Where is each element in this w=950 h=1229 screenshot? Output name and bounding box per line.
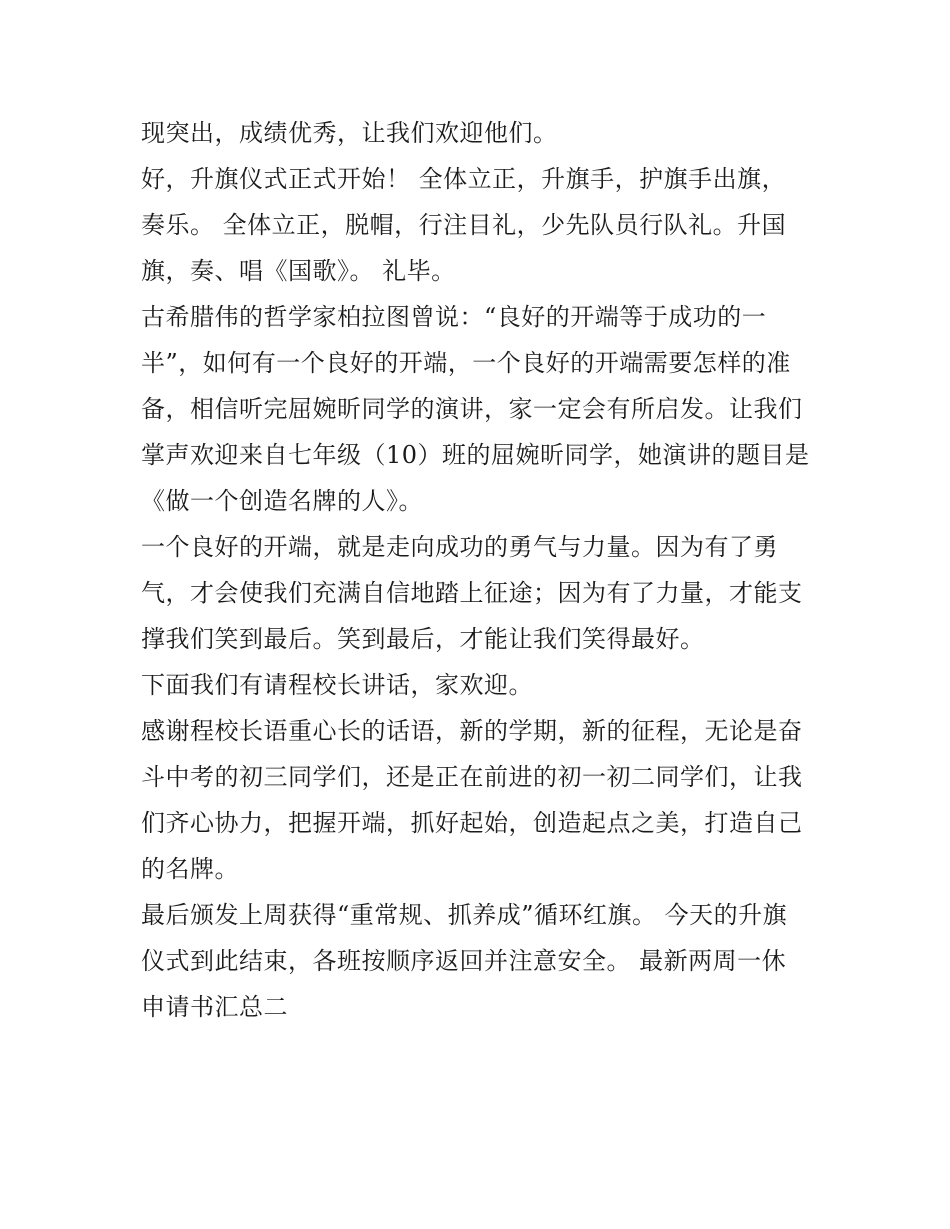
text-line: 掌声欢迎来自七年级（10）班的屈婉昕同学，她演讲的题目是 — [141, 441, 810, 469]
text-line: 气，才会使我们充满自信地踏上征途；因为有了力量，才能支 — [141, 579, 803, 607]
text-line: 申请书汇总二 — [141, 993, 288, 1021]
text-line: 好，升旗仪式正式开始！ 全体立正，升旗手，护旗手出旗， — [141, 165, 787, 193]
text-line: 仪式到此结束，各班按顺序返回并注意安全。 最新两周一休 — [141, 947, 787, 975]
text-line: 撑我们笑到最后。笑到最后，才能让我们笑得最好。 — [141, 625, 705, 653]
text-line: 一个良好的开端，就是走向成功的勇气与力量。因为有了勇 — [141, 533, 778, 561]
text-line: 半”，如何有一个良好的开端，一个良好的开端需要怎样的准 — [141, 349, 791, 377]
text-line: 们齐心协力，把握开端，抓好起始，创造起点之美，打造自己 — [141, 809, 803, 837]
text-line: 现突出，成绩优秀，让我们欢迎他们。 — [141, 119, 558, 147]
text-line: 最后颁发上周获得“重常规、抓养成”循环红旗。 今天的升旗 — [141, 901, 788, 929]
text-line: 斗中考的初三同学们，还是正在前进的初一初二同学们，让我 — [141, 763, 803, 791]
text-line: 奏乐。 全体立正，脱帽，行注目礼，少先队员行队礼。升国 — [141, 211, 787, 239]
text-line: 古希腊伟的哲学家柏拉图曾说：“良好的开端等于成功的一 — [141, 303, 767, 331]
text-line: 备，相信听完屈婉昕同学的演讲，家一定会有所启发。让我们 — [141, 395, 803, 423]
text-line: 《做一个创造名牌的人》。 — [141, 487, 423, 515]
text-line: 的名牌。 — [141, 855, 239, 883]
text-line: 旗，奏、唱《国歌》。 礼毕。 — [141, 257, 456, 285]
text-line: 感谢程校长语重心长的话语，新的学期，新的征程，无论是奋 — [141, 717, 803, 745]
text-line: 下面我们有请程校长讲话，家欢迎。 — [141, 671, 533, 699]
document-body — [141, 110, 821, 1030]
